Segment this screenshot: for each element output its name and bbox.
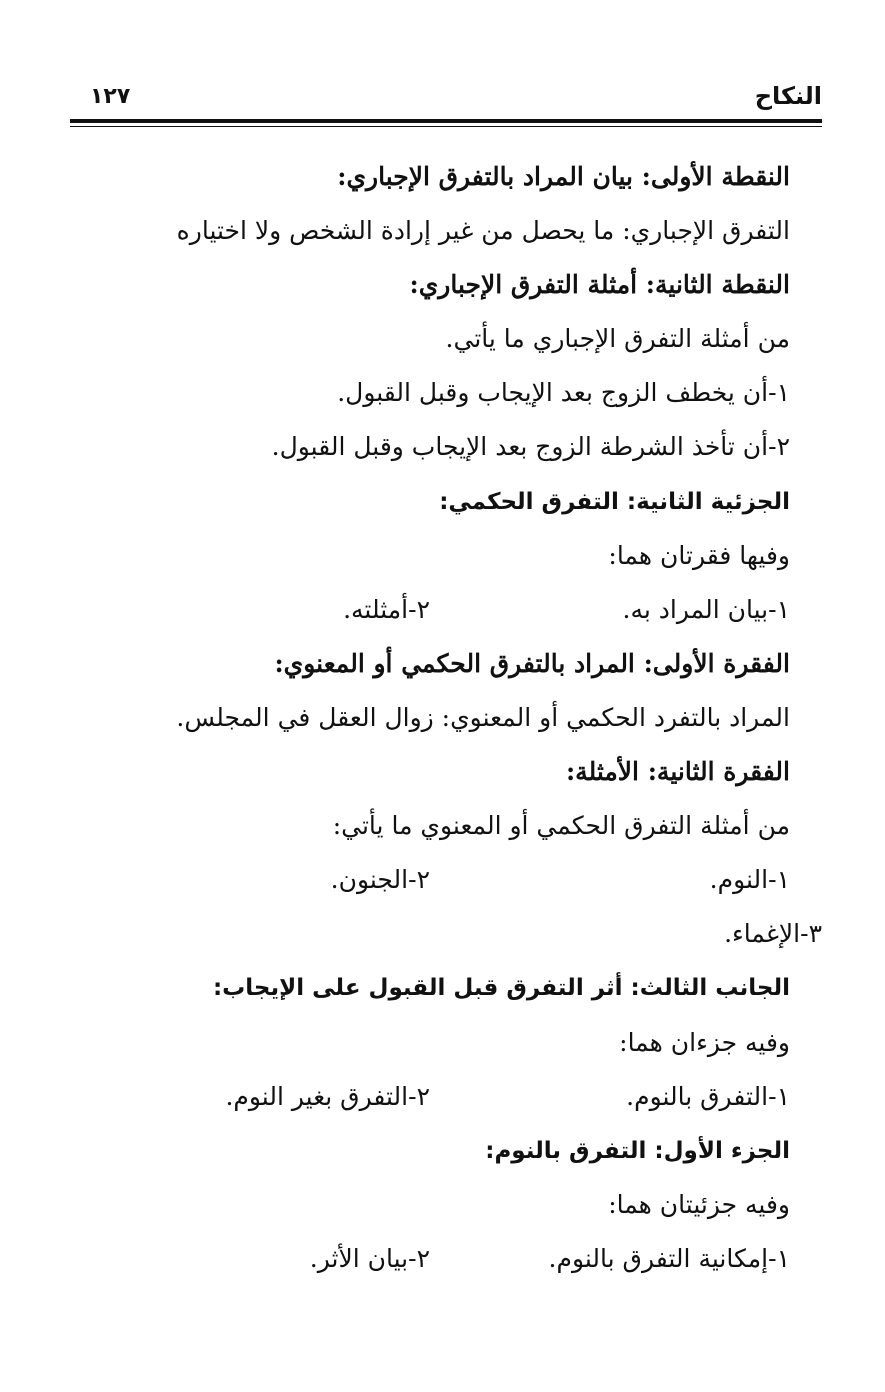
list-item: ٢-أن تأخذ الشرطة الزوج بعد الإيجاب وقبل القبول. [271,432,790,462]
list-item: ٢-التفرق بغير النوم. [225,1081,430,1111]
paragraph-definition-forced: التفرق الإجباري: ما يحصل من غير إرادة الشخص ولا اختياره [176,216,790,246]
heading-part-one: الجزء الأول: التفرق بالنوم: [485,1137,790,1164]
two-column-list [80,1232,790,1286]
list-item: ١-بيان المراد به. [622,594,790,624]
list-item: ٢-بيان الأثر. [309,1243,430,1273]
paragraph-two-subsections: وفيه جزئيتان هما: [608,1189,790,1219]
page-number: ١٢٧ [90,84,131,109]
list-item: ٣-الإغماء. [724,919,822,949]
two-column-list [80,853,790,907]
heading-paragraph-two: الفقرة الثانية: الأمثلة: [565,757,790,787]
heading-point-one: النقطة الأولى: بيان المراد بالتفرق الإجباري: [337,162,790,191]
header-rule-thick [70,119,822,123]
heading-paragraph-one: الفقرة الأولى: المراد بالتفرق الحكمي أو المعنوي: [274,648,790,678]
paragraph-examples-intro: من أمثلة التفرق الإجباري ما يأتي. [445,324,790,354]
chapter-title: النكاح [754,82,822,110]
two-column-list [80,1070,790,1124]
list-item: ١-التفرق بالنوم. [626,1081,790,1111]
list-item: ١-النوم. [709,865,790,895]
list-item: ٢-أمثلته. [343,594,430,624]
paragraph-two-parts: وفيه جزءان هما: [619,1027,790,1057]
two-column-list [80,583,790,637]
list-item: ٢-الجنون. [330,865,430,895]
heading-point-two: النقطة الثانية: أمثلة التفرق الإجباري: [409,270,790,300]
paragraph-definition-judgmental: المراد بالتفرد الحكمي أو المعنوي: زوال العقل في المجلس. [176,702,790,732]
list-item: ١-أن يخطف الزوج بعد الإيجاب وقبل القبول. [337,378,790,408]
paragraph-two-paragraphs: وفيها فقرتان هما: [608,540,790,570]
heading-subsection-two: الجزئية الثانية: التفرق الحكمي: [439,488,790,515]
heading-aspect-three: الجانب الثالث: أثر التفرق قبل القبول على الإيجاب: [212,975,790,1002]
list-item: ١-إمكانية التفرق بالنوم. [548,1243,790,1273]
header-rule-thin [70,126,822,127]
running-header [70,78,822,114]
page-body [80,150,822,1286]
paragraph-examples-intro-2: من أمثلة التفرق الحكمي أو المعنوي ما يأتي: [332,811,790,841]
